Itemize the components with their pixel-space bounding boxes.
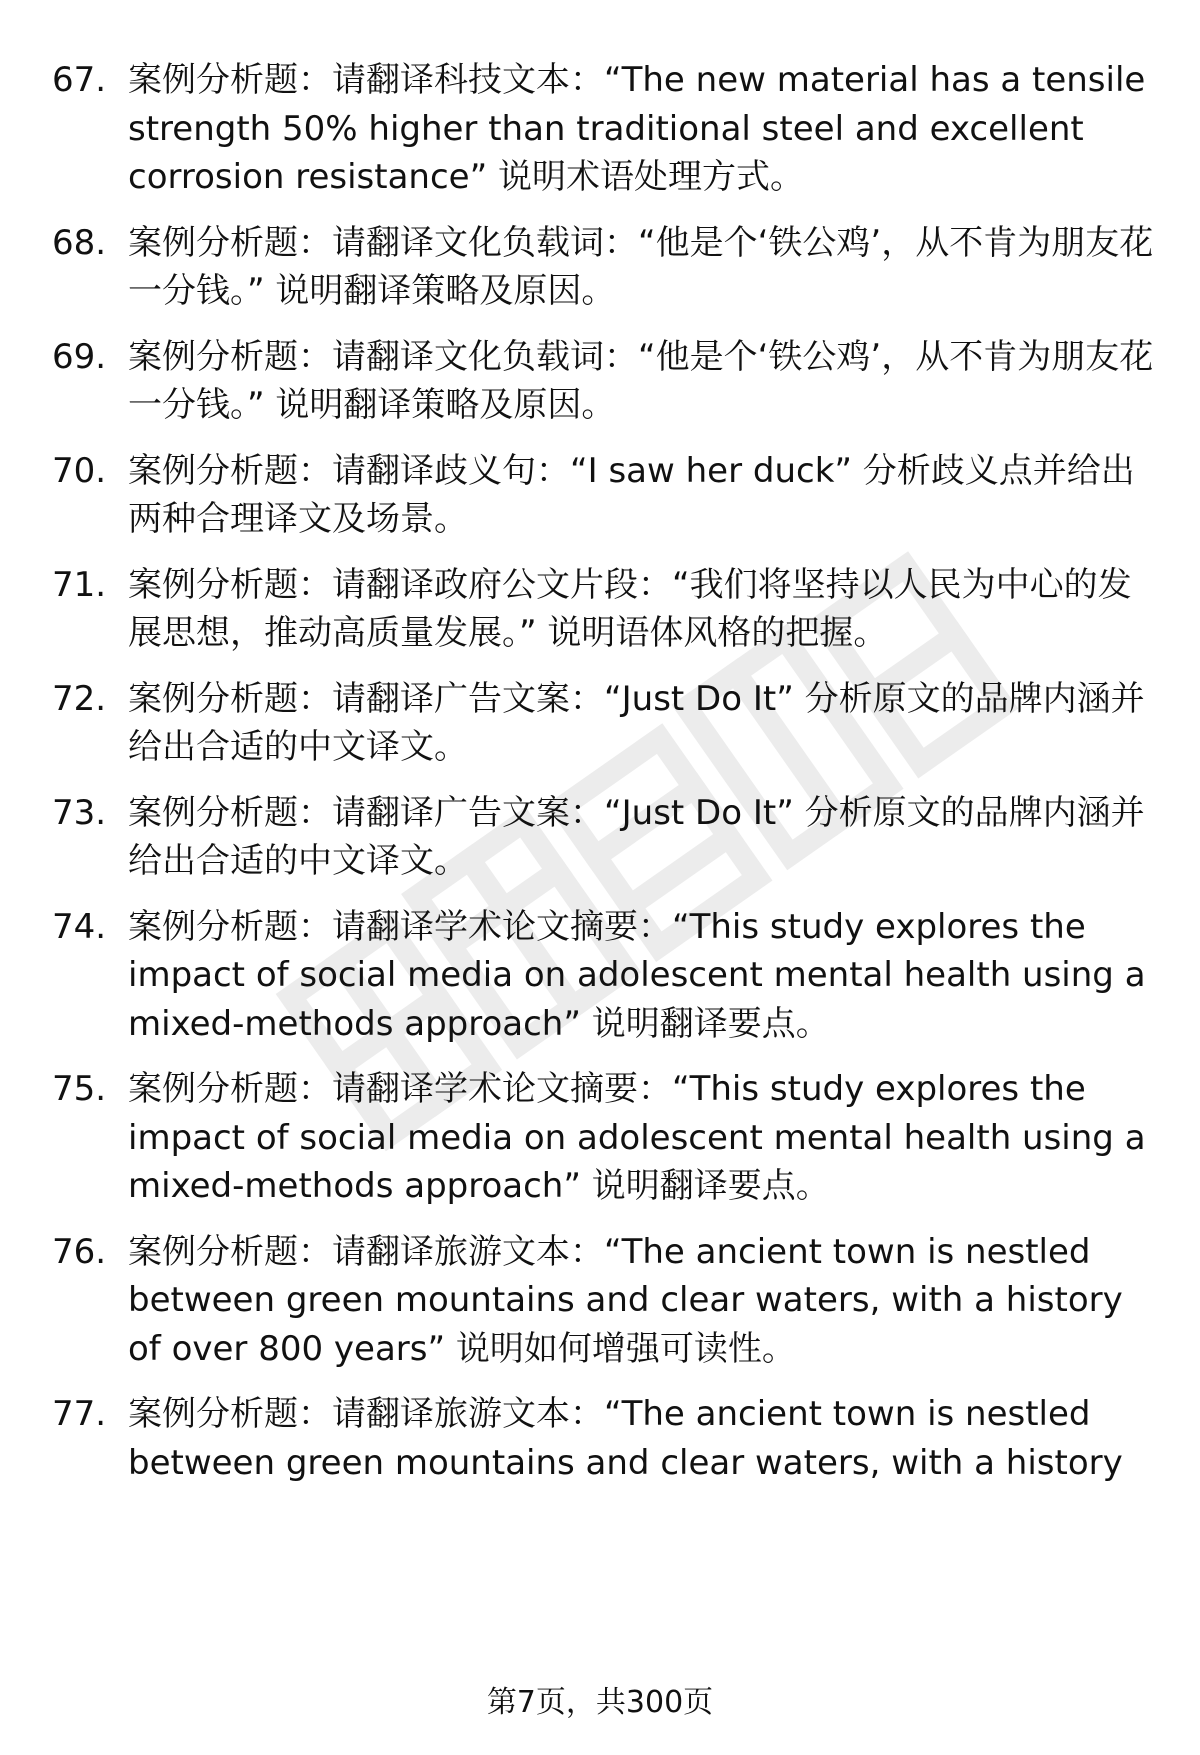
question-item bbox=[52, 789, 1162, 886]
question-text: 案例分析题：请翻译歧义句：“I saw her duck” 分析歧义点并给出两种合理译文及场景。 bbox=[128, 450, 1135, 539]
question-item bbox=[52, 1228, 1162, 1374]
question-text: 案例分析题：请翻译广告文案：“Just Do It” 分析原文的品牌内涵并给出合适的中文译文。 bbox=[128, 678, 1145, 767]
question-number: 73. bbox=[52, 792, 107, 833]
question-number: 74. bbox=[52, 906, 107, 947]
question-item bbox=[52, 447, 1162, 544]
question-number: 70. bbox=[52, 450, 107, 491]
question-item bbox=[52, 1065, 1162, 1211]
question-item bbox=[52, 675, 1162, 772]
question-number: 71. bbox=[52, 564, 107, 605]
question-item bbox=[52, 561, 1162, 658]
page-number-label: 第7页，共300页 bbox=[486, 1685, 714, 1720]
question-number: 77. bbox=[52, 1394, 107, 1434]
question-text: 案例分析题：请翻译科技文本：“The new material has a tensile strength 50% higher than traditional steel and excellent corrosion resistance” 说明术语处理方式。 bbox=[128, 60, 1146, 197]
question-number: 68. bbox=[52, 222, 107, 263]
question-number: 75. bbox=[52, 1069, 107, 1109]
question-number: 76. bbox=[52, 1231, 107, 1272]
question-text: 案例分析题：请翻译广告文案：“Just Do It” 分析原文的品牌内涵并给出合适的中文译文。 bbox=[128, 792, 1145, 881]
question-text: 案例分析题：请翻译政府公文片段：“我们将坚持以人民为中心的发展思想，推动高质量发展。” 说明语体风格的把握。 bbox=[128, 564, 1132, 653]
question-list bbox=[52, 56, 1162, 1487]
question-item bbox=[52, 333, 1162, 430]
question-text: 案例分析题：请翻译旅游文本：“The ancient town is nestled between green mountains and clear waters, with a history bbox=[128, 1394, 1123, 1483]
question-text: 案例分析题：请翻译旅游文本：“The ancient town is nestled between green mountains and clear waters, with a history of over 800 years” 说明如何增强可读性。 bbox=[128, 1231, 1123, 1369]
question-text: 案例分析题：请翻译学术论文摘要：“This study explores the impact of social media on adolescent mental health using a mixed-methods approach” 说明翻译要点。 bbox=[128, 1069, 1146, 1206]
question-text: 案例分析题：请翻译文化负载词：“他是个‘铁公鸡’，从不肯为朋友花一分钱。” 说明翻译策略及原因。 bbox=[128, 222, 1154, 311]
question-item bbox=[52, 219, 1162, 316]
question-number: 72. bbox=[52, 678, 107, 719]
question-item bbox=[52, 56, 1162, 202]
question-item bbox=[52, 903, 1162, 1049]
question-number: 67. bbox=[52, 60, 107, 100]
question-number: 69. bbox=[52, 336, 107, 377]
page-footer bbox=[0, 1683, 1200, 1723]
question-text: 案例分析题：请翻译学术论文摘要：“This study explores the impact of social media on adolescent mental health using a mixed-methods approach” 说明翻译要点。 bbox=[128, 906, 1146, 1044]
question-item bbox=[52, 1390, 1162, 1487]
question-text: 案例分析题：请翻译文化负载词：“他是个‘铁公鸡’，从不肯为朋友花一分钱。” 说明翻译策略及原因。 bbox=[128, 336, 1154, 425]
